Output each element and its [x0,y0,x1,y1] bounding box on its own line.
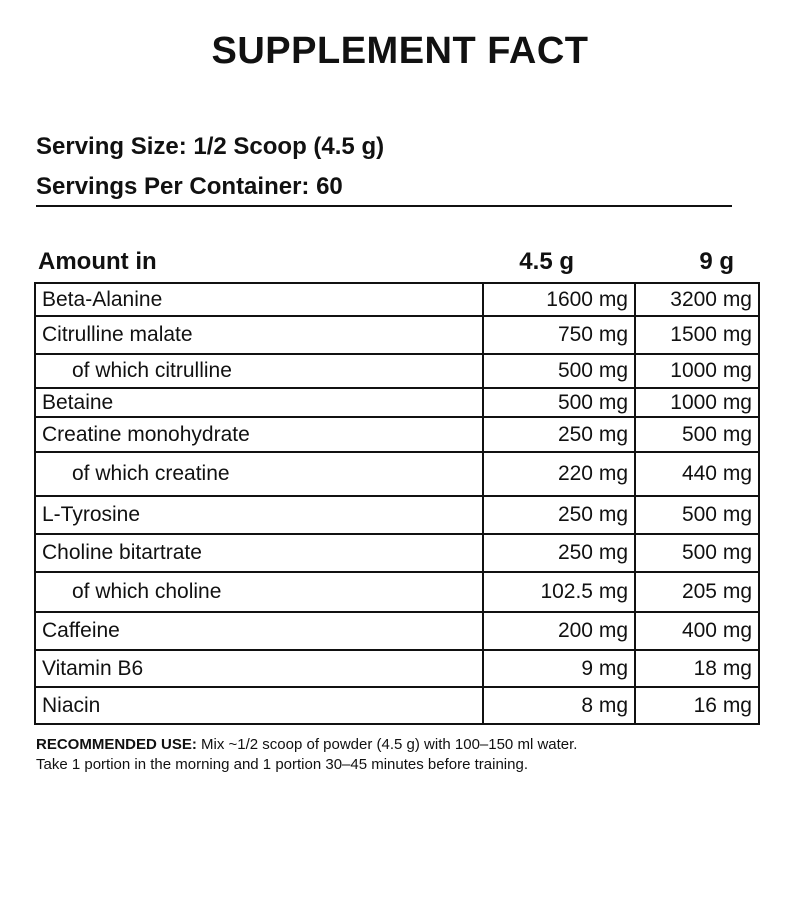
table-row [35,417,759,452]
ingredient-name: Caffeine [35,612,483,650]
divider [36,205,732,207]
value-4-5g: 750 mg [483,316,635,354]
value-4-5g: 250 mg [483,496,635,534]
value-4-5g: 200 mg [483,612,635,650]
table-row [35,316,759,354]
value-9g: 1000 mg [635,388,759,417]
ingredient-name: Citrulline malate [35,316,483,354]
supplement-facts-table [34,282,760,725]
value-4-5g: 9 mg [483,650,635,687]
facts-table-body [35,283,759,724]
value-9g: 500 mg [635,496,759,534]
table-header [36,248,758,280]
value-9g: 18 mg [635,650,759,687]
table-row [35,354,759,388]
value-9g: 400 mg [635,612,759,650]
table-row [35,283,759,316]
ingredient-name: of which citrulline [35,354,483,388]
table-row [35,388,759,417]
ingredient-name: Betaine [35,388,483,417]
table-row [35,650,759,687]
table-row [35,612,759,650]
value-4-5g: 500 mg [483,388,635,417]
ingredient-name: Creatine monohydrate [35,417,483,452]
value-9g: 1000 mg [635,354,759,388]
page-title: SUPPLEMENT FACT [211,30,589,72]
amount-in-label: Amount in [38,248,157,275]
value-9g: 16 mg [635,687,759,724]
value-4-5g: 102.5 mg [483,572,635,612]
table-row [35,534,759,572]
table-row [35,572,759,612]
value-4-5g: 500 mg [483,354,635,388]
ingredient-name: of which creatine [35,452,483,496]
servings-per-container: Servings Per Container: 60 [36,173,343,200]
serving-size: Serving Size: 1/2 Scoop (4.5 g) [36,133,385,160]
value-9g: 1500 mg [635,316,759,354]
value-9g: 500 mg [635,534,759,572]
recommended-use-line1: Mix ~1/2 scoop of powder (4.5 g) with 100–150 ml water. [196,736,578,753]
value-9g: 205 mg [635,572,759,612]
ingredient-name: L-Tyrosine [35,496,483,534]
ingredient-name: of which choline [35,572,483,612]
value-4-5g: 220 mg [483,452,635,496]
table-row [35,496,759,534]
ingredient-name: Beta-Alanine [35,283,483,316]
ingredient-name: Niacin [35,687,483,724]
value-4-5g: 250 mg [483,534,635,572]
recommended-use-line2: Take 1 portion in the morning and 1 portion 30–45 minutes before training. [36,756,528,773]
value-9g: 3200 mg [635,283,759,316]
column-header-4-5g: 4.5 g [519,248,574,275]
ingredient-name: Choline bitartrate [35,534,483,572]
column-header-9g: 9 g [699,248,734,275]
table-row [35,452,759,496]
value-4-5g: 1600 mg [483,283,635,316]
recommended-use [36,735,766,775]
table-row [35,687,759,724]
ingredient-name: Vitamin B6 [35,650,483,687]
value-4-5g: 8 mg [483,687,635,724]
value-9g: 440 mg [635,452,759,496]
recommended-use-label: RECOMMENDED USE: [36,736,197,753]
value-4-5g: 250 mg [483,417,635,452]
value-9g: 500 mg [635,417,759,452]
